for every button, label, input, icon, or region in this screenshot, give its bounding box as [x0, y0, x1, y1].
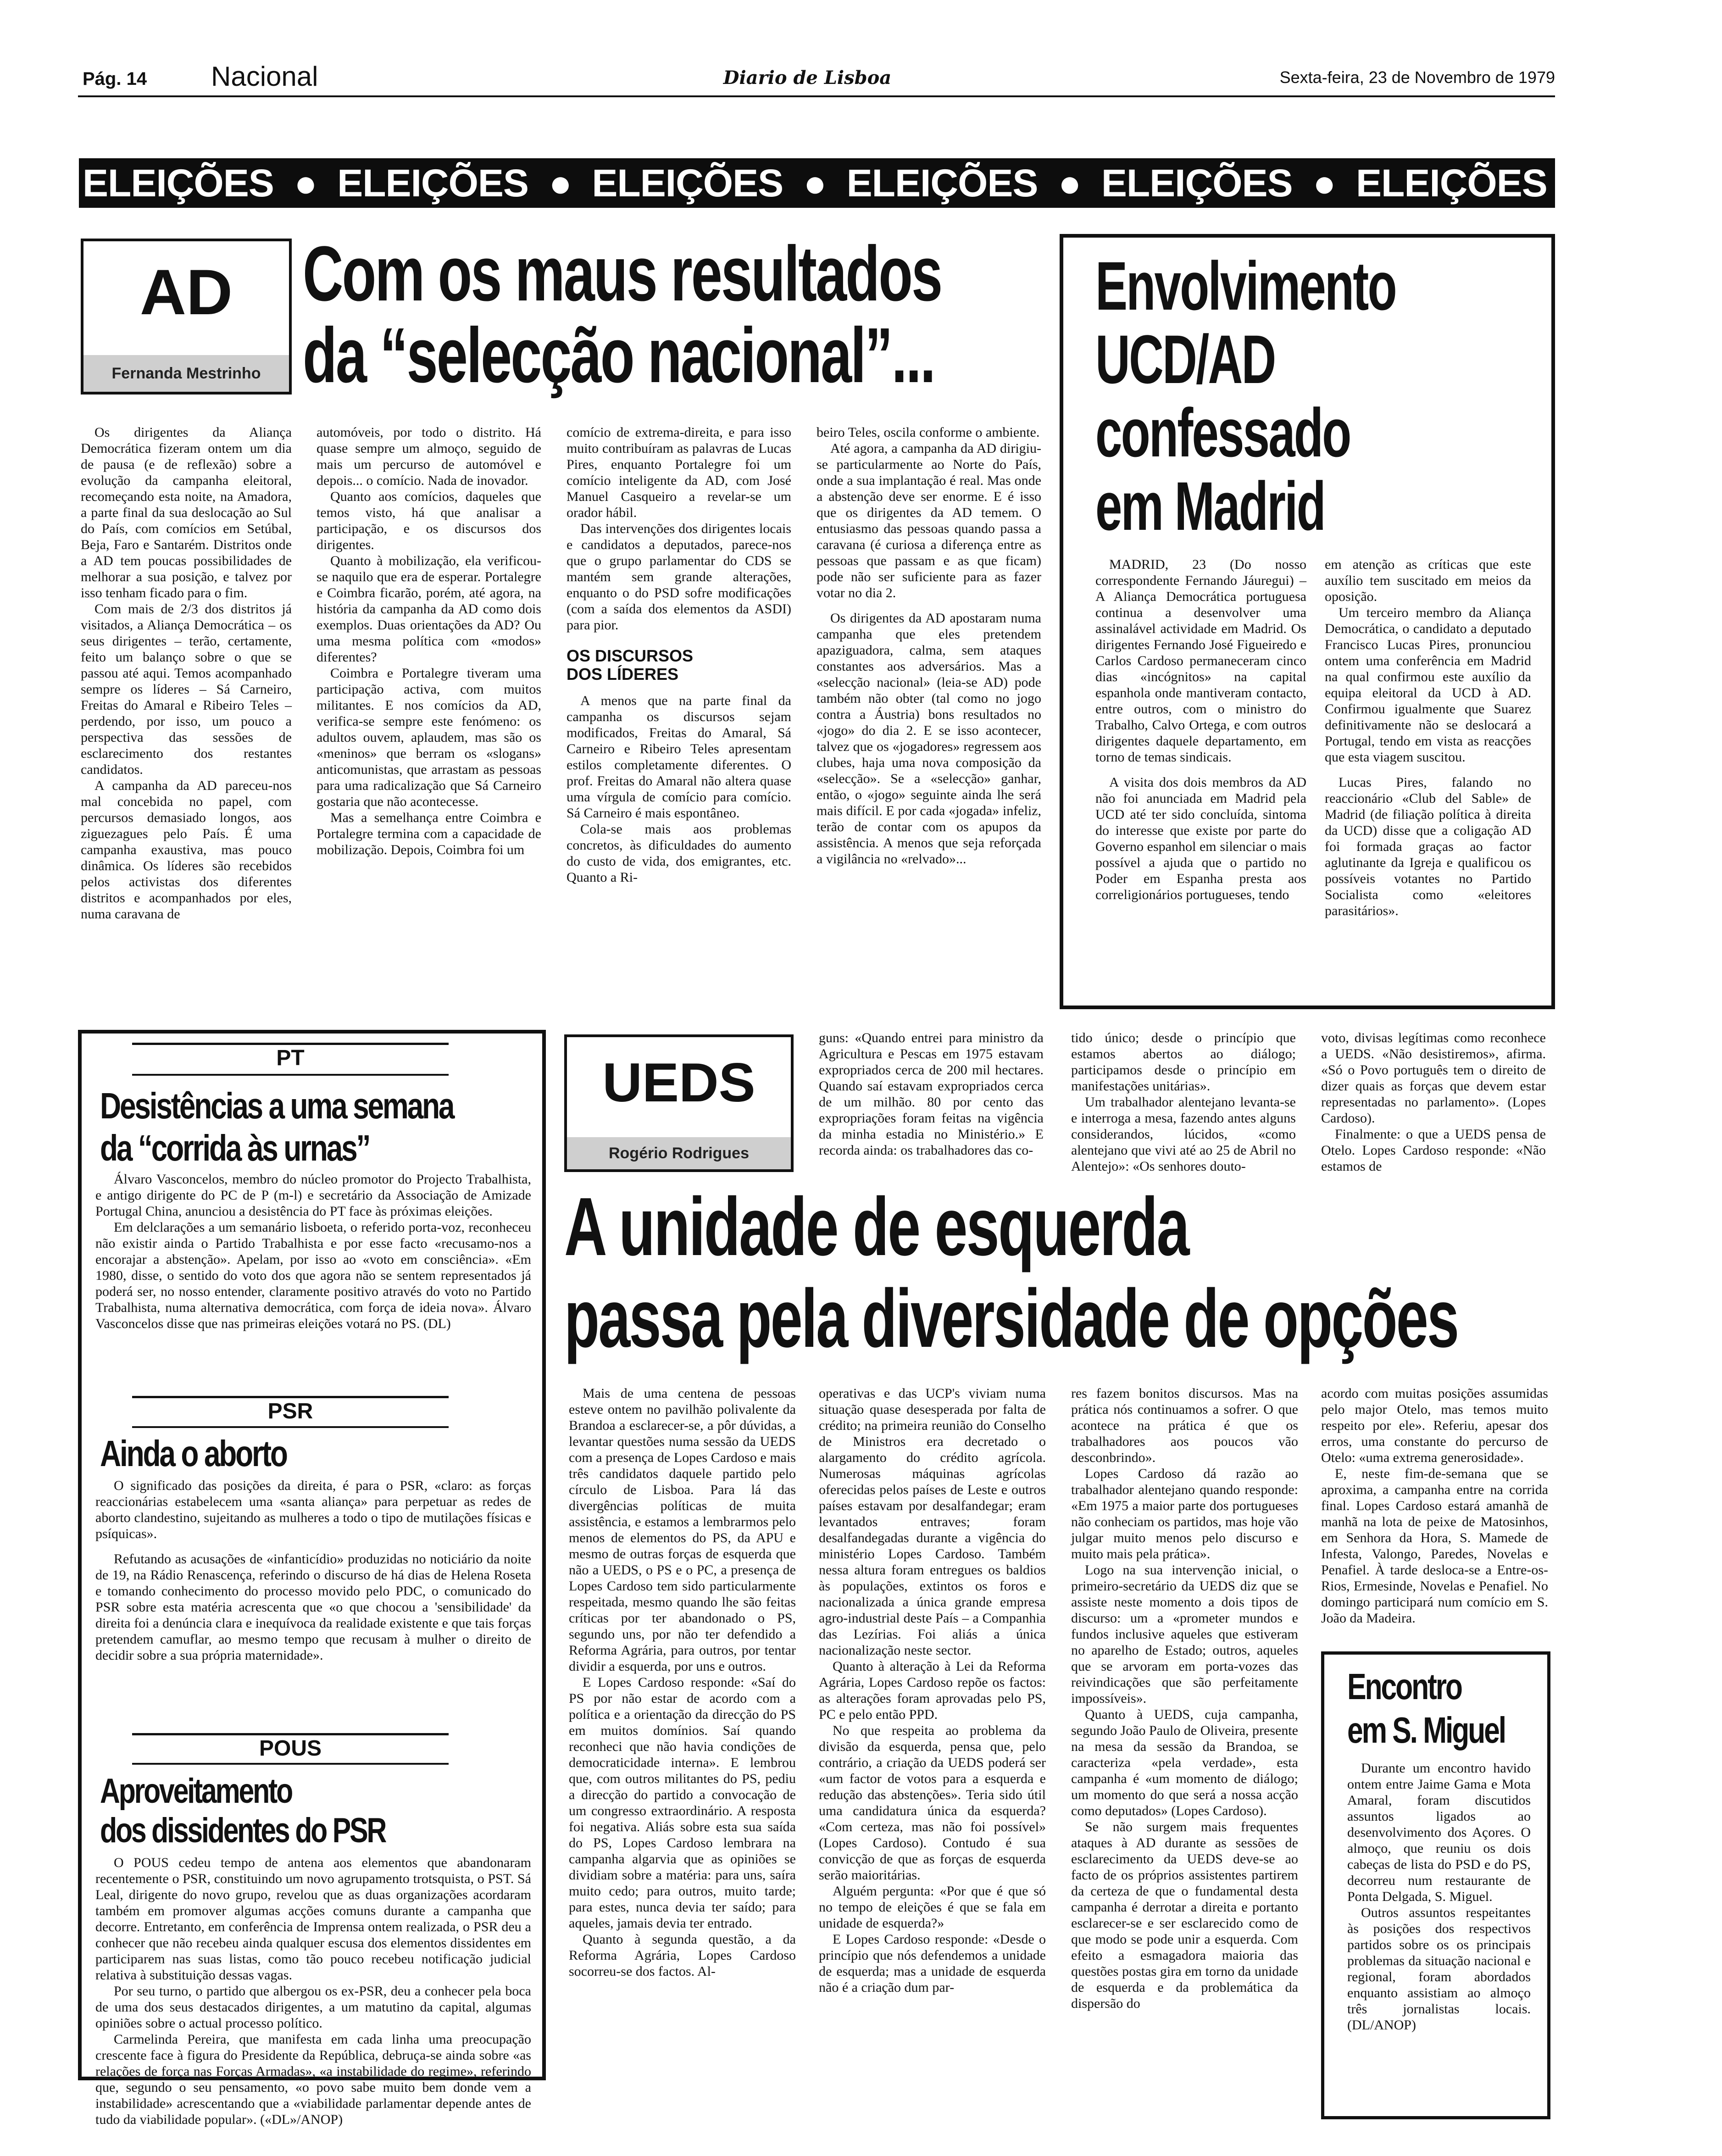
- banner-item: ELEIÇÕES: [1101, 161, 1293, 205]
- elections-banner: ELEIÇÕES ● ELEIÇÕES ● ELEIÇÕES ● ELEIÇÕES ● ELEIÇÕES ● ELEIÇÕES ● ELEIÇ: [79, 158, 1555, 208]
- ueds-tag-box: [564, 1034, 794, 1172]
- ueds-tag: UEDS: [602, 1052, 755, 1113]
- paragraph: Quanto à segunda questão, a da Reforma Agrária, Lopes Cardoso socorreu-se dos factos. Al-: [569, 1932, 796, 1979]
- paragraph: Alguém pergunta: «Por que é que só no tempo de eleições é que se fala em unidade de esquerda?»: [819, 1884, 1046, 1931]
- paragraph: operativas e das UCP's viviam numa situação quase desesperada por falta de crédito; na primeira reunião do Conselho de Ministros era decretado o alargamento do crédito agrícola. Numerosas máquinas agrícolas oferecidas pelos países de Leste e outros países estavam por desalfandegar; eram levantados entraves; foram desalfandegadas durante a vigência do ministério Lopes Cardoso. Também nessa altura foram entregues os baldios às populações, extintos os foros e nacionalizada a única grande empresa agro-industrial deste País – a Companhia das Lezírias. Foi aliás a única nacionalização neste sector.: [819, 1386, 1046, 1658]
- madrid-headline-2: UCD/AD: [1095, 321, 1275, 398]
- paragraph: MADRID, 23 (Do nosso correspondente Fernando Jáuregui) – A Aliança Democrática portuguesa continua a desenvolver uma assinalável actividade em Madrid. Os dirigentes Fernando José Figueiredo e Carlos Cardoso permaneceram cinco dias «incógnitos» na capital espanhola onde mantiveram contacto, entre outros, com o ministro do Trabalho, Calvo Ortega, e com outros dirigentes daquele departamento, em torno de temas sindicais.: [1095, 557, 1306, 765]
- paragraph: E, neste fim-de-semana que se aproxima, a campanha entre na corrida final. Lopes Cardoso estará amanhã de manhã na lota de peixe de Matosinhos, em Senhora da Hora, S. Mamede de Infesta, Valongo, Paredes, Novelas e Penafiel. À tarde desloca-se a Entre-os-Rios, Ermesinde, Novelas e Penafiel. No domingo participará num comício em S. João da Madeira.: [1321, 1466, 1548, 1626]
- paragraph: Até agora, a campanha da AD dirigiu-se particularmente ao Norte do País, onde a sua implantação é real. Mas onde a abstenção deve ser enorme. E é isso que os dirigentes da AD temem. O entusiasmo das pessoas quando passa a caravana (é curiosa a diferença entre as pessoas que passam e as que ficam) pode não ser suficiente para as fazer votar no dia 2.: [817, 441, 1041, 600]
- page-number: Pág. 14: [83, 69, 147, 89]
- ueds-column-1: [569, 1385, 796, 2151]
- acores-headline-2: em S. Miguel: [1347, 1710, 1505, 1750]
- madrid-headline-4: em Madrid: [1095, 467, 1325, 545]
- paragraph: Carmelinda Pereira, que manifesta em cada linha uma preocupação crescente face à figura do Presidente da República, debruça-se ainda sobre «as relações de força nas Forças Armadas», «a instabilidade do regime», referindo que, segundo o seu pensamento, «o povo sabe muito bem donde vem a instabilidade» acrescentando que a «viabilidade parlamentar depende antes de tudo da viabilidade popular». («DL»/ANOP): [95, 2032, 531, 2127]
- ueds-column-4: [1321, 1385, 1548, 1642]
- pous-rule: [132, 1763, 449, 1765]
- paragraph: Outros assuntos respeitantes às posições dos respectivos partidos sobre os os principais problemas da situação nacional e regional, foram abordados enquanto assistiam ao almoço três jornalistas locais. (DL/ANOP): [1347, 1905, 1531, 2033]
- ad-tag-box: [81, 239, 292, 395]
- paragraph: Quanto à alteração à Lei da Reforma Agrária, Lopes Cardoso repõe os factos: as alterações foram aprovadas pelo PS, PC e pelo então PPD.: [819, 1659, 1046, 1722]
- paragraph: em atenção as críticas que este auxílio tem suscitado em meios da oposição.: [1325, 557, 1531, 604]
- paragraph: Logo na sua intervenção inicial, o primeiro-secretário da UEDS diz que se assiste neste momento a dois tipos de discurso: um a «prometer mundos e fundos inclusive aqueles que estiveram no aparelho de Estado; outros, aqueles que se arvoram em porta-vozes das reivindicações que são perfeitamente impossíveis».: [1071, 1562, 1298, 1706]
- masthead-rule: [78, 95, 1555, 97]
- ad-headline-2: da “selecção nacional”...: [303, 312, 935, 399]
- banner-item: ELEIÇ: [1611, 161, 1722, 205]
- paragraph: Durante um encontro havido ontem entre Jaime Gama e Mota Amaral, foram discutidos assuntos ligados ao desenvolvimento dos Açores. O almoço, que reuniu os dois cabeças de lista do PSD e do PS, decorreu num restaurante de Ponta Delgada, S. Miguel.: [1347, 1761, 1531, 1904]
- paragraph: Finalmente: o que a UEDS pensa de Otelo. Lopes Cardoso responde: «Não estamos de: [1321, 1127, 1546, 1174]
- ueds-top-column-2: [1071, 1030, 1296, 1181]
- psr-tag: PSR: [267, 1399, 313, 1423]
- minor-parties-box: [78, 1030, 546, 2127]
- psr-headline: Ainda o aborto: [100, 1433, 287, 1474]
- acores-text: [1347, 1760, 1531, 2109]
- ueds-top-column-1: [819, 1030, 1044, 1181]
- paragraph: beiro Teles, oscila conforme o ambiente.: [817, 425, 1040, 440]
- paragraph: Mais de uma centena de pessoas esteve ontem no pavilhão polivalente da Brandoa a esclarecer-se, a pôr dúvidas, a levantar questões numa sessão da UEDS com a presença de Lopes Cardoso e mais três candidatos daquele partido pelo círculo de Lisboa. Para lá das divergências políticas de muita assistência, e estamos a lembrarmos pelo menos de elementos do PS, da APU e mesmo de outras forças de esquerda que não a UEDS, o PS e o PC, a presença de Lopes Cardoso tem sido particularmente respeitada, mesmo quando lhe são feitas críticas por ter abandonado o PS, segundo uns, por não ter defendido a Reforma Agrária, para outros, por tentar dividir a esquerda, por uns e outros.: [569, 1386, 796, 1674]
- paragraph: Álvaro Vasconcelos, membro do núcleo promotor do Projecto Trabalhista, e antigo dirigente do PC de P (m-l) e secretário da Associação de Amizade Portugal China, anunciou a desistência do PT face às próximas eleições.: [95, 1172, 531, 1219]
- paragraph: Um terceiro membro da Aliança Democrática, o candidato a deputado Francisco Lucas Pires, pronunciou ontem uma conferência em Madrid na qual confirmou este auxílio da equipa eleitoral da UCD à AD. Confirmou igualmente que Suarez definitivamente não se deslocará a Portugal, tendo em vista as reacções que esta viagem suscitou.: [1325, 605, 1531, 765]
- psr-rule: [132, 1426, 449, 1428]
- paragraph: E Lopes Cardoso responde: «Desde o princípio que nós defendemos a unidade de esquerda; mas a unidade de esquerda não é a criação dum par-: [819, 1932, 1046, 1995]
- acores-headline-1: Encontro: [1347, 1666, 1461, 1707]
- paragraph: Quanto aos comícios, daqueles que temos visto, há que analisar a participação, e os discursos dos dirigentes.: [317, 489, 541, 552]
- paragraph: Quanto à mobilização, ela verificou-se naquilo que era de esperar. Portalegre e Coimbra ficarão, porém, até agora, na história da campanha da AD como dois exemplos. Duas orientações da AD? Ou uma mesma política com «modos» diferentes?: [317, 553, 541, 665]
- pt-rule: [132, 1043, 449, 1045]
- ueds-headline-1: A unidade de esquerda: [564, 1181, 1189, 1273]
- paragraph: res fazem bonitos discursos. Mas na prática nós continuamos a sofrer. O que acontece na prática é que os trabalhadores aos poucos vão desconbrindo».: [1071, 1386, 1298, 1465]
- issue-date: Sexta-feira, 23 de Novembro de 1979: [1279, 68, 1555, 87]
- madrid-column-1: [1095, 556, 1306, 997]
- psr-rule: [132, 1396, 449, 1398]
- madrid-headline-1: Envolvimento: [1095, 247, 1396, 324]
- ad-column-2: [317, 424, 541, 1016]
- paragraph: automóveis, por todo o distrito. Há quase sempre um almoço, seguido de mais um percurso de automóvel e depois... o comício. Nada de inovador.: [317, 425, 541, 488]
- paragraph: Cola-se mais aos problemas concretos, às dificuldades do aumento do custo de vida, dos emigrantes, etc. Quanto a Ri-: [567, 822, 791, 885]
- section-name: Nacional: [211, 61, 318, 92]
- pous-tag: POUS: [259, 1736, 322, 1761]
- ad-column-4: [817, 424, 1041, 1016]
- ueds-headline-2: passa pela diversidade de opções: [564, 1272, 1458, 1365]
- paragraph: Com mais de 2/3 dos distritos já visitados, a Aliança Democrática – os seus dirigentes – terão, certamente, feito um balanço sobre o que se passou até aqui. Temos acompanhado sempre os líderes – Sá Carneiro, Freitas do Amaral e Ribeiro Teles – perdendo, por isso, um pouco a perspectiva das sessões de esclarecimento dos restantes candidatos.: [81, 601, 292, 777]
- pous-rule: [132, 1733, 449, 1735]
- psr-text: [95, 1478, 531, 1730]
- paragraph: acordo com muitas posições assumidas pelo major Otelo, mas temos muito respeito por ele». Referiu, apesar dos erros, uma constante do percurso de Otelo: «uma extrema generosidade».: [1321, 1386, 1548, 1465]
- banner-item: ELEIÇÕES: [83, 161, 274, 205]
- pous-text: [95, 1855, 531, 2127]
- paragraph: Refutando as acusações de «infanticídio» produzidas no noticiário da noite de 19, na Rádio Renascença, referindo o discurso de há dias de Helena Roseta e tomando conhecimento do processo movido pelo PDC, o comunicado do PSR sobre esta matéria acrescenta que «o que chocou a 'sensibilidade' da direita foi a denúncia clara e inequívoca da realidade existente e que tais forças pretendem camuflar, ao mesmo tempo que recusam à mulher o direito de decidir sobre a sua própria maternidade».: [95, 1551, 531, 1663]
- ad-column-3: [567, 424, 791, 1016]
- banner-item: ELEIÇÕES: [846, 161, 1038, 205]
- newspaper-name: Diario de Lisboa: [723, 67, 892, 89]
- pous-headline-2: dos dissidentes do PSR: [100, 1811, 386, 1850]
- pt-text: [95, 1171, 531, 1387]
- pt-rule: [132, 1074, 449, 1076]
- paragraph: A campanha da AD pareceu-nos mal concebida no papel, com percursos demasiado longos, aos ziguezagues pelo País. É uma campanha exaustiva, mas pouco dinâmica. Os líderes são recebidos pelos activistas dos diferentes distritos e acompanhados por eles, numa caravana de: [81, 778, 292, 922]
- ueds-top-column-3: [1321, 1030, 1546, 1181]
- paragraph: Se não surgem mais frequentes ataques à AD durante as sessões de esclarecimento da UEDS deve-se ao facto de os próprios assistentes partirem da certeza de que o fundamental desta campanha é derrotar a direita e portanto esclarecer-se e ser esclarecido como de que modo se pode unir a esquerda. Com efeito a esmagadora maioria das questões postas gira em torno da unidade de esquerda e da problemática da dispersão do: [1071, 1819, 1298, 2011]
- paragraph: O significado das posições da direita, é para o PSR, «claro: as forças reaccionárias estabelecem uma «santa aliança» para perpetuar as redes de aborto clandestino, sujeitando as mulheres a todo o tipo de mutilações físicas e psíquicas».: [95, 1478, 531, 1541]
- ad-headline-1: Com os maus resultados: [303, 230, 942, 317]
- madrid-headline-3: confessado: [1095, 394, 1350, 471]
- madrid-column-2: [1325, 556, 1531, 997]
- madrid-article-box: [1060, 234, 1555, 1009]
- paragraph: No que respeita ao problema da divisão da esquerda, pensa que, pelo contrário, a criação da UEDS poderá ser «um factor de votos para a esquerda e redução das abstenções». Teria sido útil uma candidatura única da esquerda? «Com certeza, mas não foi possível» (Lopes Cardoso). Contudo é sua convicção de que as forças de esquerda serão maioritárias.: [819, 1723, 1046, 1883]
- paragraph: Por seu turno, o partido que albergou os ex-PSR, deu a conhecer pela boca de uma dos seus destacados dirigentes, a um matutino da capital, algumas opiniões sobre o actual processo político.: [95, 1984, 531, 2031]
- paragraph: Mas a semelhança entre Coimbra e Portalegre termina com a capacidade de mobilização. Depois, Coimbra foi um: [317, 810, 541, 857]
- ad-column-1: [81, 424, 292, 1016]
- ad-subheading: OS DISCURSOS DOS LÍDERES: [567, 646, 694, 683]
- paragraph: voto, divisas legítimas como reconhece a UEDS. «Não desistiremos», afirma. «Só o Povo português tem o direito de dizer quais as forças que devem estar representadas no parlamento». (Lopes Cardoso).: [1321, 1030, 1546, 1126]
- ueds-byline: Rogério Rodrigues: [567, 1137, 791, 1169]
- pt-headline-1: Desistências a uma semana: [100, 1085, 454, 1126]
- paragraph: comício de extrema-direita, e para isso muito contribuíram as palavras de Lucas Pires, enquanto Portalegre foi um comício inteligente da AD, com José Manuel Casqueiro a revelar-se um orador hábil.: [567, 425, 791, 520]
- acores-article-box: [1321, 1651, 1550, 2119]
- paragraph: Os dirigentes da Aliança Democrática fizeram ontem um dia de pausa (e de reflexão) sobre a evolução da campanha eleitoral, recomeçando esta noite, na Amadora, a parte final da sua deslocação ao Sul do País, com comícios em Setúbal, Beja, Faro e Santarém. Distritos onde a AD tem poucas possibilidades de melhorar a sua posição, e talvez por isso tenham ficado para o fim.: [81, 425, 292, 600]
- paragraph: Os dirigentes da AD apostaram numa campanha que eles pretendem apaziguadora, calma, sem ataques constantes aos adversários. Mas a «selecção nacional» (leia-se AD) pode também não obter (tal como no jogo contra a Áustria) bons resultados no «jogo» do dia 2. E se isso acontecer, talvez que os «jogadores» regressem aos clubes, haja uma nova composição da «selecção». Se a «selecção» ganhar, então, o «jogo» seguinte ainda lhe será mais difícil. E por cada «jogada» infeliz, terão de contar com os apupos da assistência. A menos que seja reforçada a vigilância no «relvado»...: [817, 611, 1041, 867]
- banner-item: ELEIÇÕES: [1356, 161, 1547, 205]
- paragraph: Lopes Cardoso dá razão ao trabalhador alentejano quando responde: «Em 1975 a maior parte dos portugueses não conheciam os partidos, mas hoje vão julgar muito menos pelo discurso e muito mais pela prática».: [1071, 1466, 1298, 1561]
- paragraph: E Lopes Cardoso responde: «Saí do PS por não estar de acordo com a política e a orientação da direcção do PS em muitos domínios. Saí quando reconheci que não havia condições de democraticidade interna». E lembrou que, com outros militantes do PS, pediu a direcção do partido a convocação de um congresso extraordinário. A resposta foi negativa. Aliás sobre esta sua saída do PS, Lopes Cardoso lembrara na campanha algarvia que as opiniões se dividiam sobre a matéria: para uns, saíra muito cedo; para outros, muito tarde; para estes, nunca devia ter saído; para aqueles, jamais devia ter entrado.: [569, 1675, 796, 1931]
- pt-headline-2: da “corrida às urnas”: [100, 1128, 370, 1168]
- paragraph: guns: «Quando entrei para ministro da Agricultura e Pescas em 1975 estavam expropriados cerca de 200 mil hectares. Quando saí estavam expropriados cerca de um milhão. 80 por cento das expropriações foram feitas na vigência da minha estadia no Ministério.» E recorda ainda: os trabalhadores das co-: [819, 1030, 1044, 1158]
- paragraph: Coimbra e Portalegre tiveram uma participação activa, com muitos militantes. E nos comícios da AD, verifica-se sempre este fenómeno: os adultos ouvem, aplaudem, mas são os «meninos» que berram os «slogans» anticomunistas, que arrastam as pessoas para uma radicalização que Sá Carneiro gostaria que não acontecesse.: [317, 666, 541, 809]
- banner-item: ELEIÇÕES: [592, 161, 783, 205]
- ueds-column-3: [1071, 1385, 1298, 2151]
- paragraph: O POUS cedeu tempo de antena aos elementos que abandonaram recentemente o PSR, constituindo um novo agrupamento trotsquista, o PST. Sá Leal, dirigente do novo grupo, revelou que as duas organizações acordaram também em promover algumas acções comuns durante a campanha que decorre. Entretanto, em conferência de Imprensa ontem realizada, o PSR deu a conhecer que não recebeu ainda qualquer escusa dos elementos dissidentes em participarem nas suas listas, como tão pouco recebeu notificação judicial relativa à substituição dessas vagas.: [95, 1855, 531, 1983]
- ueds-column-2: [819, 1385, 1046, 2151]
- paragraph: Quanto à UEDS, cuja campanha, segundo João Paulo de Oliveira, presente na mesa da sessão da Brandoa, se caracteriza «pela verdade», esta campanha é «um momento de diálogo; um momento do que será a nossa acção como deputados» (Lopes Cardoso).: [1071, 1707, 1298, 1818]
- paragraph: Lucas Pires, falando no reaccionário «Club del Sable» de Madrid (de filiação política à direita da UCD) disse que a coligação AD foi formada graças ao factor aglutinante da Igreja e qualificou os possíveis votantes no Partido Socialista como «eleitores parasitários».: [1325, 775, 1531, 918]
- paragraph: Um trabalhador alentejano levanta-se e interroga a mesa, fazendo antes alguns considerandos, lúcidos, «como alentejano que vivi até ao 25 de Abril no Alentejo»: «Os senhores douto-: [1071, 1095, 1296, 1174]
- ad-tag: AD: [139, 256, 233, 328]
- pt-tag: PT: [276, 1046, 305, 1070]
- paragraph: Das intervenções dos dirigentes locais e candidatos a deputados, parece-nos que o grupo parlamentar do CDS se mantém sem grande alterações, enquanto o do PSD sofre modificações (com a saída dos elementos da ASDI) para pior.: [567, 521, 791, 633]
- paragraph: A visita dos dois membros da AD não foi anunciada em Madrid pela UCD até ter sido concluída, sintoma do interesse que existe por parte do Governo espanhol em silenciar o mais possível a ajuda que o partido no Poder em Espanha presta aos correligionários portugueses, tendo: [1095, 775, 1306, 902]
- ad-byline: Fernanda Mestrinho: [83, 355, 289, 392]
- paragraph: A menos que na parte final da campanha os discursos sejam modificados, Freitas do Amaral, Sá Carneiro e Ribeiro Teles apresentam estilos completamente diferentes. O prof. Freitas do Amaral não altera quase uma vírgula de comício para comício. Sá Carneiro é mais espontâneo.: [567, 693, 791, 821]
- paragraph: Em delclarações a um semanário lisboeta, o referido porta-voz, reconheceu não existir ainda o Partido Trabalhista e por esse facto «recusamo-nos a encorajar a abstenção». Apelam, por isso ao «voto em consciência». «Em 1980, disse, o sentido do voto dos que agora não se sentem representados já poderá ser, no nosso entender, claramente positivo através do voto no Partido Trabalhista, numa alternativa democrática, com força de ideia nova». Álvaro Vasconcelos disse que nas primeiras eleições votará no PS. (DL): [95, 1220, 531, 1331]
- paragraph: tido único; desde o princípio que estamos abertos ao diálogo; participamos desde o princípio em manifestações unitárias».: [1071, 1030, 1296, 1094]
- banner-item: ELEIÇÕES: [337, 161, 528, 205]
- pous-headline-1: Aproveitamento: [100, 1772, 292, 1811]
